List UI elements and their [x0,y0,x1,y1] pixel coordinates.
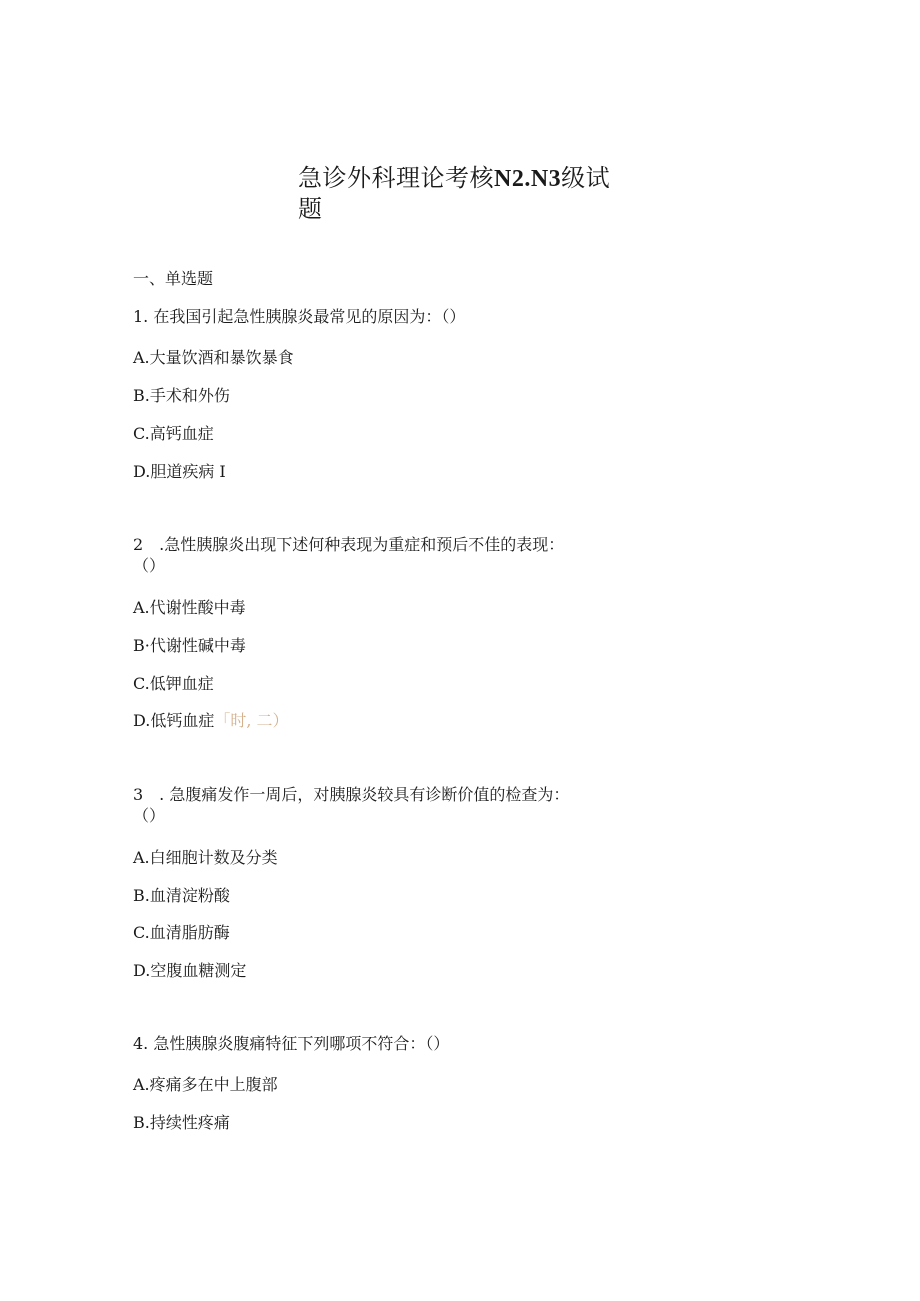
question-4-option-b: B.持续性疼痛 [133,1113,230,1132]
question-4-option-a: A.疼痛多在中上腹部 [133,1075,278,1094]
question-3-stem-continuation: （） [133,806,166,825]
question-2-option-d-row [133,711,289,731]
question-3-option-d: D.空腹血糖测定 [133,961,247,980]
question-4-stem: 4. 急性胰腺炎腹痛特征下列哪项不符合：（） [133,1034,450,1053]
question-3-option-c: C.血清脂肪酶 [133,923,230,942]
question-2-option-b: B·代谢性碱中毒 [133,636,246,655]
question-2-option-d-annotation: 「时, 二） [214,711,289,730]
question-1-option-c: C.高钙血症 [133,424,214,443]
question-3-option-a: A.白细胞计数及分类 [133,848,278,867]
question-2-stem-continuation: （） [133,556,166,575]
question-2-stem: 2 .急性胰腺炎出现下述何种表现为重症和预后不佳的表现： [133,535,565,554]
question-1-stem: 1. 在我国引起急性胰腺炎最常见的原因为：（） [133,307,466,326]
question-1-option-a: A.大量饮酒和暴饮暴食 [133,348,294,367]
question-1-option-d: D.胆道疾病 I [133,462,226,481]
question-1-option-b: B.手术和外伤 [133,386,230,405]
document-title [298,163,618,224]
title-level-code: N2.N3 [494,166,562,192]
title-chinese-part: 急诊外科理论考核 [298,164,494,192]
question-3-stem: 3 . 急腹痛发作一周后，对胰腺炎较具有诊断价值的检查为： [133,785,570,804]
question-2-option-c: C.低钾血症 [133,674,214,693]
title-line-2: 题 [298,195,323,223]
question-2-option-a: A.代谢性酸中毒 [133,598,246,617]
section-heading: 一、单选题 [133,269,214,288]
question-2-option-d: D.低钙血症 [133,711,215,730]
question-3-option-b: B.血清淀粉酸 [133,886,230,905]
title-tail: 级试 [561,164,611,192]
